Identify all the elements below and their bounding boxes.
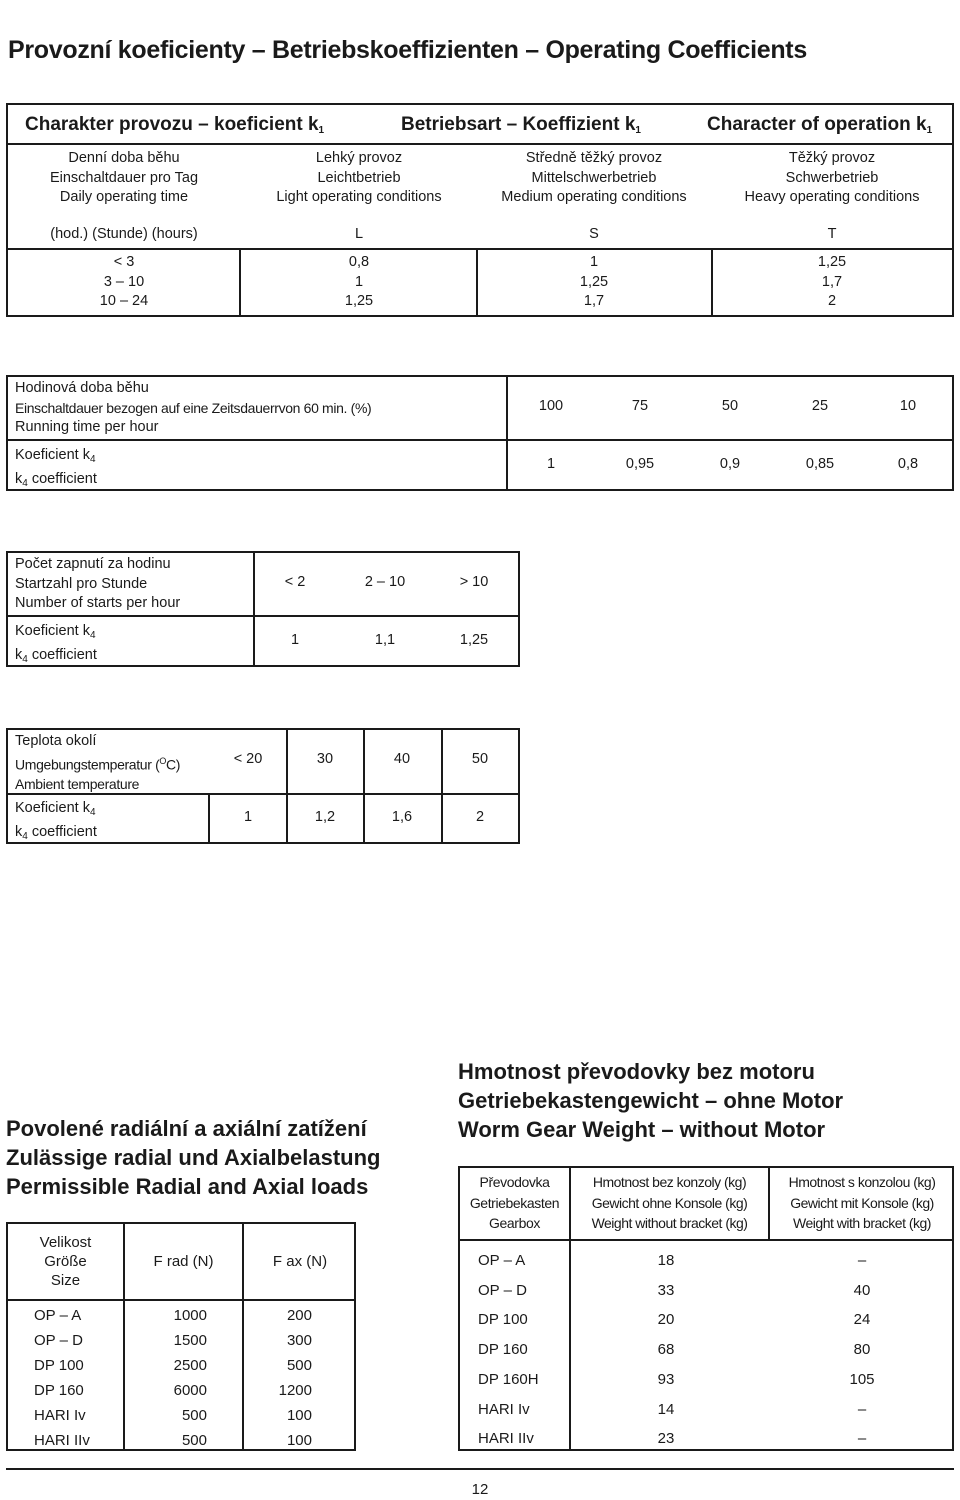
temperature-value: 40 <box>393 751 411 767</box>
weight-header-gearbox: Převodovka Getriebekasten Gearbox <box>469 1174 560 1231</box>
loads-header-frad: F rad (N) <box>153 1253 214 1270</box>
loads-fax: 300 <box>286 1332 312 1349</box>
starts-coef: 1,1 <box>374 632 396 648</box>
loads-fax: 500 <box>286 1357 312 1374</box>
running-value: 10 <box>899 398 917 414</box>
heavy-values: 1,25 1,7 2 <box>817 254 847 309</box>
weight-with: 105 <box>849 1370 875 1388</box>
weight-with: 80 <box>853 1341 871 1359</box>
weight-title: Hmotnost převodovky bez motoru Getriebekastengewicht – ohne Motor Worm Gear Weight – without Motor <box>458 1059 844 1142</box>
loads-fax: 100 <box>286 1432 312 1449</box>
loads-fax: 100 <box>286 1407 312 1424</box>
weight-without: 93 <box>657 1370 675 1388</box>
loads-fax: 200 <box>286 1307 312 1324</box>
weight-with: – <box>857 1430 867 1448</box>
running-coef: 0,95 <box>625 456 655 472</box>
weight-gearbox: DP 160H <box>478 1370 539 1388</box>
temperature-coef: 1 <box>243 809 253 825</box>
k1-header-en: Character of operation $k_1$ <box>707 114 933 136</box>
loads-header-size: Velikost Größe Size <box>39 1234 92 1289</box>
weight-without: 20 <box>657 1311 675 1329</box>
starts-coef-label: Koeficient $k_4$ $k_4$ coefficient <box>15 623 97 665</box>
page-number: 12 <box>471 1481 489 1498</box>
weight-without: 18 <box>657 1252 675 1269</box>
loads-size: OP – A <box>34 1307 82 1324</box>
footer-rule <box>6 1468 954 1470</box>
weight-without: 68 <box>657 1341 675 1359</box>
unit-label-hours: (hod.) (Stunde) (hours) <box>50 226 198 242</box>
weight-without: 14 <box>657 1400 675 1418</box>
col-label-light: Lehký provoz Leichtbetrieb Light operating conditions <box>276 150 442 205</box>
temperature-coef: 1,6 <box>391 809 413 825</box>
temperature-value: < 20 <box>233 751 263 767</box>
k1-header-de: Betriebsart – Koeffizient $k_1$ <box>401 114 641 136</box>
running-coef-label: Koeficient $k_4$ $k_4$ coefficient <box>15 447 97 489</box>
starts-coef: 1 <box>290 632 300 648</box>
temperature-label: Teplota okolí Umgebungstemperatur ($^O$C) Ambient temperature <box>15 733 181 792</box>
weight-with: – <box>857 1400 867 1418</box>
loads-size: OP – D <box>34 1332 83 1349</box>
running-coef: 0,8 <box>897 456 919 472</box>
weight-header-with: Hmotnost s konzolou (kg) Gewicht mit Konsole (kg) Weight with bracket (kg) <box>788 1174 936 1231</box>
running-value: 100 <box>538 398 564 414</box>
temperature-coef: 2 <box>475 809 485 825</box>
weight-without: 23 <box>657 1430 675 1448</box>
loads-header-fax: F ax (N) <box>272 1253 328 1270</box>
loads-frad-column <box>130 1303 207 1453</box>
weight-gearbox: DP 100 <box>478 1311 528 1329</box>
loads-fax: 1200 <box>278 1382 312 1399</box>
starts-coef: 1,25 <box>459 632 489 648</box>
medium-values: 1 1,25 1,7 <box>579 254 609 309</box>
starts-value: 2 – 10 <box>364 574 406 590</box>
running-value: 50 <box>721 398 739 414</box>
running-time-label: Hodinová doba běhu Einschaltdauer bezogen auf eine Zeitsdauerrvon 60 min. (%) Running time per hour <box>15 380 372 435</box>
temperature-value: 50 <box>471 751 489 767</box>
temperature-coef-label: Koeficient $k_4$ $k_4$ coefficient <box>15 800 97 842</box>
running-value: 75 <box>631 398 649 414</box>
unit-label-S: S <box>589 226 599 242</box>
weight-gearbox: OP – A <box>478 1252 526 1269</box>
hours-values: < 3 3 – 10 10 – 24 <box>99 254 149 309</box>
loads-size-column <box>34 1303 90 1453</box>
weight-with: 40 <box>853 1281 871 1299</box>
loads-frad: 500 <box>181 1432 207 1449</box>
starts-value: < 2 <box>284 574 306 590</box>
weight-gearbox: HARI Iv <box>478 1400 530 1418</box>
col-label-medium: Středně těžký provoz Mittelschwerbetrieb Medium operating conditions <box>501 150 687 205</box>
loads-frad: 1500 <box>173 1332 207 1349</box>
loads-size: HARI IIv <box>34 1432 90 1449</box>
running-value: 25 <box>811 398 829 414</box>
weight-header-without: Hmotnost bez konzoly (kg) Gewicht ohne Konsole (kg) Weight without bracket (kg) <box>591 1174 748 1231</box>
loads-size: DP 100 <box>34 1357 84 1374</box>
col-label-hours: Denní doba běhu Einschaltdauer pro Tag Daily operating time <box>49 150 199 205</box>
weight-without-column <box>636 1246 696 1454</box>
running-coef: 0,9 <box>719 456 741 472</box>
weight-without: 33 <box>657 1281 675 1299</box>
loads-frad: 2500 <box>173 1357 207 1374</box>
unit-label-L: L <box>354 226 364 242</box>
unit-label-T: T <box>827 226 837 242</box>
weight-gearbox: DP 160 <box>478 1341 528 1359</box>
weight-with-column <box>832 1246 892 1454</box>
loads-frad: 6000 <box>173 1382 207 1399</box>
loads-size: DP 160 <box>34 1382 84 1399</box>
k1-header-cz: Charakter provozu – koeficient $k_1$ <box>25 114 325 136</box>
light-values: 0,8 1 1,25 <box>344 254 374 309</box>
loads-fax-column <box>250 1303 312 1453</box>
loads-size: HARI Iv <box>34 1407 86 1424</box>
weight-with: 24 <box>853 1311 871 1329</box>
loads-frad: 1000 <box>173 1307 207 1324</box>
weight-gearbox-column <box>478 1246 539 1454</box>
running-coef: 0,85 <box>805 456 835 472</box>
temperature-value: 30 <box>316 751 334 767</box>
weight-gearbox: HARI IIv <box>478 1430 534 1448</box>
weight-with: – <box>857 1252 867 1269</box>
starts-value: > 10 <box>459 574 489 590</box>
running-coef: 1 <box>546 456 556 472</box>
weight-gearbox: OP – D <box>478 1281 527 1299</box>
temperature-coef: 1,2 <box>314 809 336 825</box>
loads-frad: 500 <box>181 1407 207 1424</box>
starts-label: Počet zapnutí za hodinu Startzahl pro Stunde Number of starts per hour <box>15 556 181 611</box>
col-label-heavy: Těžký provoz Schwerbetrieb Heavy operating conditions <box>744 150 920 205</box>
loads-title: Povolené radiální a axiální zatížení Zulässige radial und Axialbelastung Permissible Radial and Axial loads <box>6 1116 381 1199</box>
page-title: Provozní koeficienty – Betriebskoeffizienten – Operating Coefficients <box>8 36 807 64</box>
